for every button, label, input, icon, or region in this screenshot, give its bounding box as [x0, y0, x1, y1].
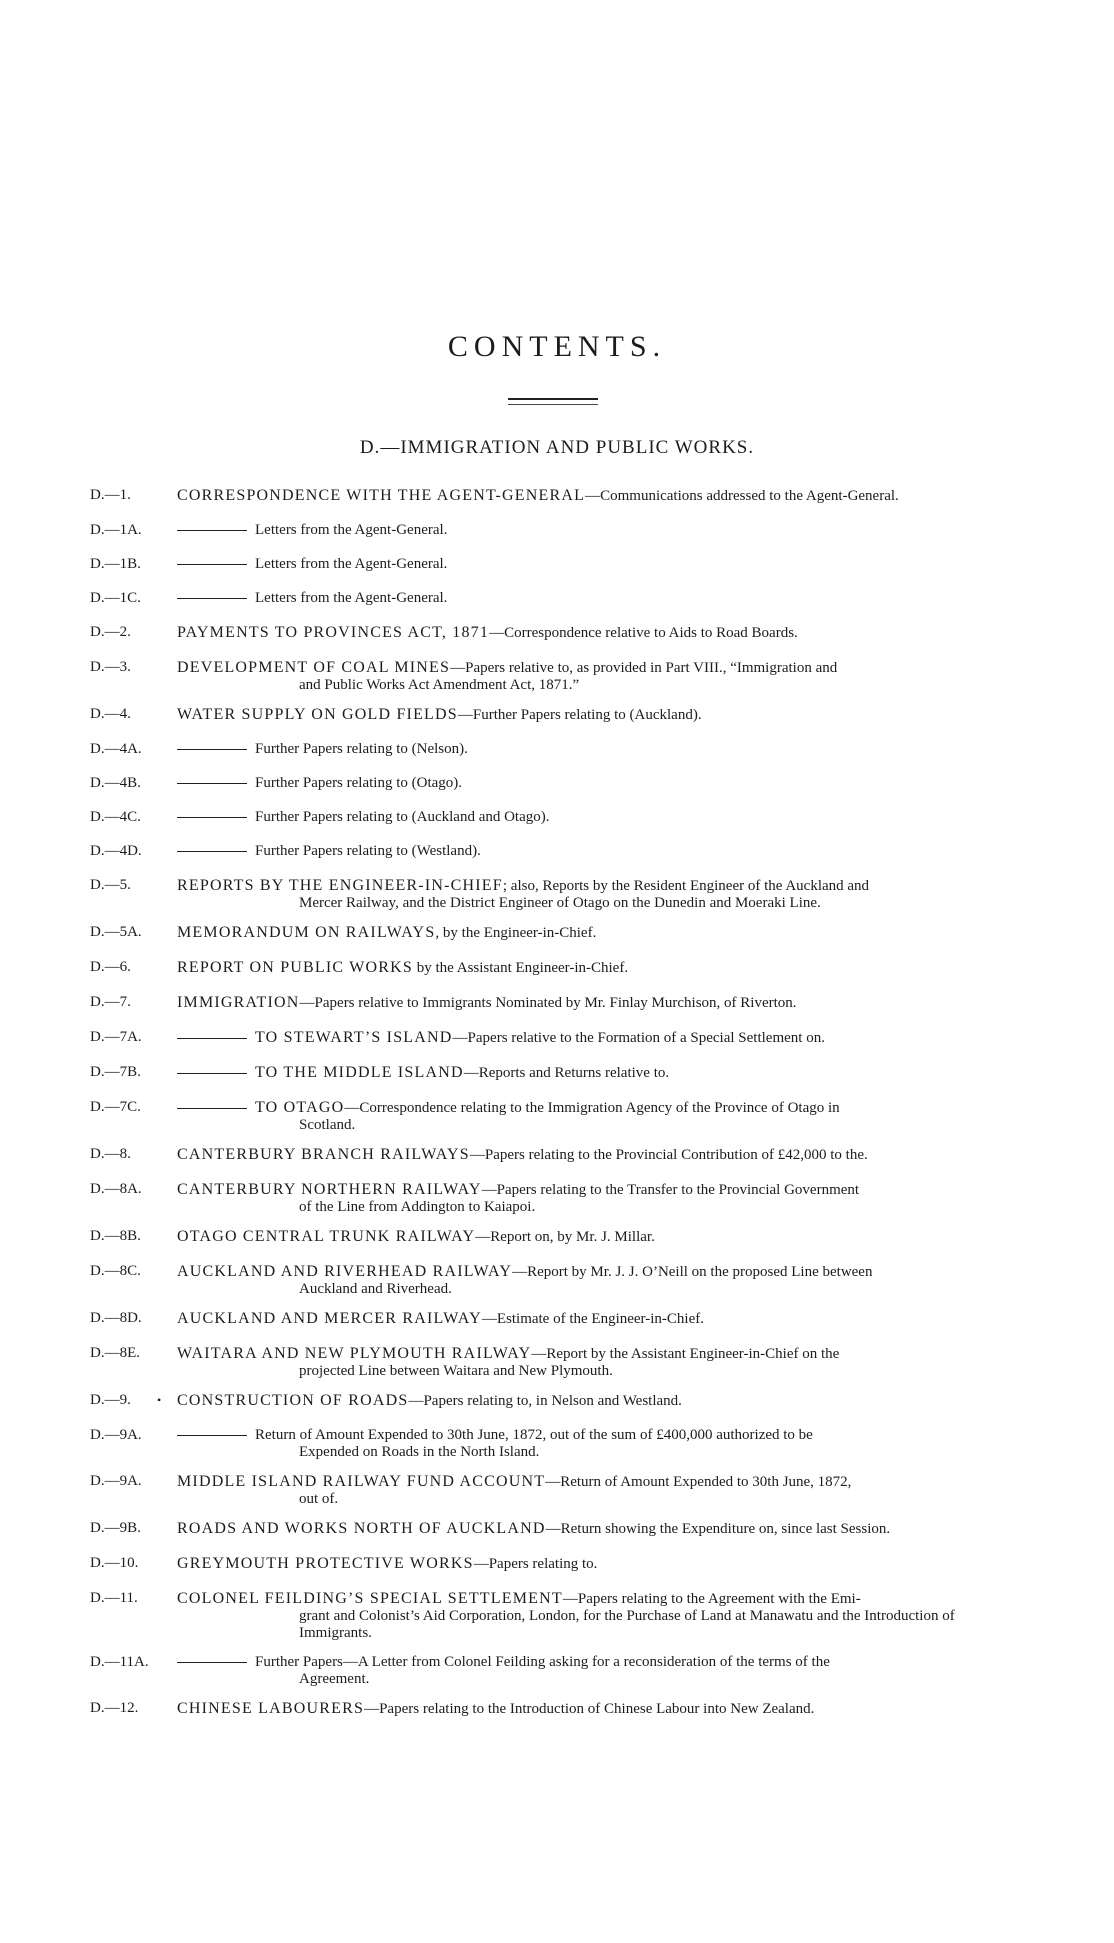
entry-text: Letters from the Agent-General. — [255, 522, 448, 538]
entry-text: —Return showing the Expenditure on, since last Session. — [545, 1521, 891, 1537]
entry-heading: MEMORANDUM ON RAILWAYS — [177, 924, 436, 941]
entry-code: D.—8A. — [90, 1181, 142, 1197]
entry-code: D.—7C. — [90, 1099, 141, 1115]
entry-code: D.—10. — [90, 1555, 139, 1571]
entry-text: , by the Engineer-in-Chief. — [435, 925, 597, 941]
ditto-dash — [177, 1108, 247, 1109]
entry-text: —Papers relating to the Agreement with the Emi- — [562, 1591, 861, 1607]
entry-continuation: and Public Works Act Amendment Act, 1871.” — [299, 677, 580, 693]
entry-code: D.—11. — [90, 1590, 138, 1606]
entry-heading: CHINESE LABOURERS — [177, 1700, 365, 1717]
entry-continuation: Auckland and Riverhead. — [299, 1281, 452, 1297]
ditto-dash — [177, 749, 247, 750]
list-item — [90, 775, 1010, 792]
list-item — [90, 843, 1010, 860]
list-item — [90, 1473, 1010, 1508]
entry-code: D.—4D. — [90, 843, 142, 859]
entry-heading: CANTERBURY BRANCH RAILWAYS — [177, 1146, 470, 1163]
entry-code: D.—12. — [90, 1700, 139, 1716]
entry-continuation: Scotland. — [299, 1117, 356, 1133]
entry-heading: PAYMENTS TO PROVINCES ACT, 1871 — [177, 624, 490, 641]
ditto-dash — [177, 817, 247, 818]
entry-heading: WAITARA AND NEW PLYMOUTH RAILWAY — [177, 1345, 532, 1362]
ditto-dash — [177, 1073, 247, 1074]
list-item — [90, 1263, 1010, 1298]
entry-code: D.—1A. — [90, 522, 142, 538]
entry-code: D.—4. — [90, 706, 131, 722]
entry-heading: MIDDLE ISLAND RAILWAY FUND ACCOUNT — [177, 1473, 546, 1490]
list-item — [90, 556, 1010, 573]
entry-heading: CORRESPONDENCE WITH THE AGENT-GENERAL — [177, 487, 586, 504]
section-title: D.—IMMIGRATION AND PUBLIC WORKS. — [359, 437, 755, 458]
entry-code: D.—8D. — [90, 1310, 142, 1326]
entry-code: D.—1. — [90, 487, 131, 503]
entry-text: Further Papers relating to (Otago). — [255, 775, 463, 791]
list-item — [90, 741, 1010, 758]
entry-text: —Return of Amount Expended to 30th June, 1872, — [545, 1474, 852, 1490]
list-item — [90, 659, 1010, 694]
entry-text: —Report by the Assistant Engineer-in-Chief on the — [531, 1346, 840, 1362]
ditto-dash — [177, 1435, 247, 1436]
entry-text: Further Papers relating to (Westland). — [255, 843, 481, 859]
entry-code: D.—2. — [90, 624, 131, 640]
list-item — [90, 959, 1010, 977]
entry-code: D.—6. — [90, 959, 131, 975]
entry-code: D.—11A. — [90, 1654, 149, 1670]
entry-text: Letters from the Agent-General. — [255, 590, 448, 606]
entry-text: Letters from the Agent-General. — [255, 556, 448, 572]
entry-text: —Correspondence relative to Aids to Road Boards. — [489, 625, 798, 641]
entry-code: D.—4C. — [90, 809, 141, 825]
entry-text: by the Assistant Engineer-in-Chief. — [413, 960, 629, 976]
entry-code: D.—4A. — [90, 741, 142, 757]
list-item — [90, 1520, 1010, 1538]
entry-continuation: Mercer Railway, and the District Engineer of Otago on the Dunedin and Moeraki Line. — [299, 895, 821, 911]
entry-text: —Reports and Returns relative to. — [463, 1065, 670, 1081]
entry-text: —Correspondence relating to the Immigration Agency of the Province of Otago in — [344, 1100, 840, 1116]
list-item — [90, 706, 1010, 724]
title-rule — [508, 398, 598, 405]
list-item — [90, 877, 1010, 912]
list-item — [90, 1427, 1010, 1461]
entry-continuation: Agreement. — [299, 1671, 370, 1687]
entry-heading: COLONEL FEILDING’S SPECIAL SETTLEMENT — [177, 1590, 563, 1607]
entry-text: —Communications addressed to the Agent-General. — [585, 488, 899, 504]
entry-code: D.—3. — [90, 659, 131, 675]
entry-code: D.—1C. — [90, 590, 141, 606]
list-item — [90, 1064, 1010, 1082]
entry-heading: GREYMOUTH PROTECTIVE WORKS — [177, 1555, 474, 1572]
list-item — [90, 1700, 1010, 1718]
entry-heading: AUCKLAND AND RIVERHEAD RAILWAY — [177, 1263, 513, 1280]
entry-code: D.—7. — [90, 994, 131, 1010]
entry-text: —Papers relating to the Transfer to the Provincial Government — [481, 1182, 860, 1198]
entry-text: —Further Papers relating to (Auckland). — [457, 707, 702, 723]
ditto-dash — [177, 530, 247, 531]
entry-text: —Report on, by Mr. J. Millar. — [475, 1229, 655, 1245]
list-item — [90, 590, 1010, 607]
list-item — [90, 1590, 1010, 1642]
entry-code: D.—1B. — [90, 556, 141, 572]
ditto-dash — [177, 564, 247, 565]
entry-code: D.—9A. — [90, 1427, 142, 1443]
ditto-dash — [177, 598, 247, 599]
entry-code: D.—9. — [90, 1392, 131, 1408]
entry-code: D.—5. — [90, 877, 131, 893]
entry-code: D.—8B. — [90, 1228, 141, 1244]
entry-code: D.—9A. — [90, 1473, 142, 1489]
page-title: CONTENTS. — [447, 330, 667, 363]
list-item — [90, 1181, 1010, 1216]
entry-heading: REPORT ON PUBLIC WORKS — [177, 959, 413, 976]
list-item — [90, 522, 1010, 539]
entry-heading: TO OTAGO — [255, 1099, 345, 1116]
entry-heading: CONSTRUCTION OF ROADS — [177, 1392, 409, 1409]
entry-code: D.—7A. — [90, 1029, 142, 1045]
entry-continuation: grant and Colonist’s Aid Corporation, London, for the Purchase of Land at Manawatu and the Introduction of Immigrants. — [299, 1608, 955, 1641]
list-item — [90, 1654, 1010, 1688]
entry-code: D.—7B. — [90, 1064, 141, 1080]
entry-code: D.—8E. — [90, 1345, 140, 1361]
list-item — [90, 1029, 1010, 1047]
list-item — [90, 1345, 1010, 1380]
bullet-mark: • — [157, 1393, 162, 1407]
list-item — [90, 809, 1010, 826]
entry-heading: OTAGO CENTRAL TRUNK RAILWAY — [177, 1228, 476, 1245]
entry-heading: CANTERBURY NORTHERN RAILWAY — [177, 1181, 482, 1198]
ditto-dash — [177, 851, 247, 852]
entry-heading: TO THE MIDDLE ISLAND — [255, 1064, 464, 1081]
entry-text: —Report by Mr. J. J. O’Neill on the proposed Line between — [512, 1264, 873, 1280]
list-item — [90, 1555, 1010, 1573]
entry-continuation: Expended on Roads in the North Island. — [299, 1444, 540, 1460]
list-item — [90, 624, 1010, 642]
entry-text: —Papers relative to the Formation of a Special Settlement on. — [452, 1030, 825, 1046]
list-item — [90, 487, 1010, 505]
list-item — [90, 994, 1010, 1012]
entry-heading: ROADS AND WORKS NORTH OF AUCKLAND — [177, 1520, 546, 1537]
ditto-dash — [177, 1038, 247, 1039]
list-item — [90, 1310, 1010, 1328]
list-item — [90, 1099, 1010, 1134]
entry-code: D.—9B. — [90, 1520, 141, 1536]
entry-text: Return of Amount Expended to 30th June, 1872, out of the sum of £400,000 authorized to be — [255, 1427, 813, 1443]
entry-code: D.—8. — [90, 1146, 131, 1162]
ditto-dash — [177, 1662, 247, 1663]
entry-text: —Papers relative to, as provided in Part VIII., “Immigration and — [450, 660, 838, 676]
entry-heading: DEVELOPMENT OF COAL MINES — [177, 659, 451, 676]
entry-heading: TO STEWART’S ISLAND — [255, 1029, 453, 1046]
entry-code: D.—4B. — [90, 775, 141, 791]
entry-heading: AUCKLAND AND MERCER RAILWAY — [177, 1310, 482, 1327]
contents-list — [90, 487, 1010, 1718]
entry-continuation: of the Line from Addington to Kaiapoi. — [299, 1199, 536, 1215]
entry-code: D.—5A. — [90, 924, 142, 940]
entry-heading: WATER SUPPLY ON GOLD FIELDS — [177, 706, 458, 723]
entry-continuation: out of. — [299, 1491, 339, 1507]
entry-text: —Papers relating to. — [473, 1556, 598, 1572]
entry-text: —Estimate of the Engineer-in-Chief. — [481, 1311, 704, 1327]
entry-code: D.—8C. — [90, 1263, 141, 1279]
entry-text: —Papers relating to, in Nelson and Westland. — [408, 1393, 682, 1409]
entry-text: —Papers relative to Immigrants Nominated by Mr. Finlay Murchison, of Riverton. — [299, 995, 797, 1011]
list-item — [90, 924, 1010, 942]
entry-heading: IMMIGRATION — [177, 994, 300, 1011]
list-item — [90, 1146, 1010, 1164]
entry-text: —Papers relating to the Introduction of Chinese Labour into New Zealand. — [364, 1701, 815, 1717]
entry-text: Further Papers—A Letter from Colonel Feilding asking for a reconsideration of the terms of the — [255, 1654, 830, 1670]
list-item — [90, 1392, 1010, 1410]
entry-heading: REPORTS BY THE ENGINEER-IN-CHIEF — [177, 877, 503, 894]
entry-text: Further Papers relating to (Nelson). — [255, 741, 468, 757]
entry-text: Further Papers relating to (Auckland and Otago). — [255, 809, 550, 825]
ditto-dash — [177, 783, 247, 784]
entry-text: —Papers relating to the Provincial Contribution of £42,000 to the. — [469, 1147, 868, 1163]
entry-continuation: projected Line between Waitara and New Plymouth. — [299, 1363, 613, 1379]
list-item — [90, 1228, 1010, 1246]
entry-text: ; also, Reports by the Resident Engineer of the Auckland and — [502, 878, 870, 894]
